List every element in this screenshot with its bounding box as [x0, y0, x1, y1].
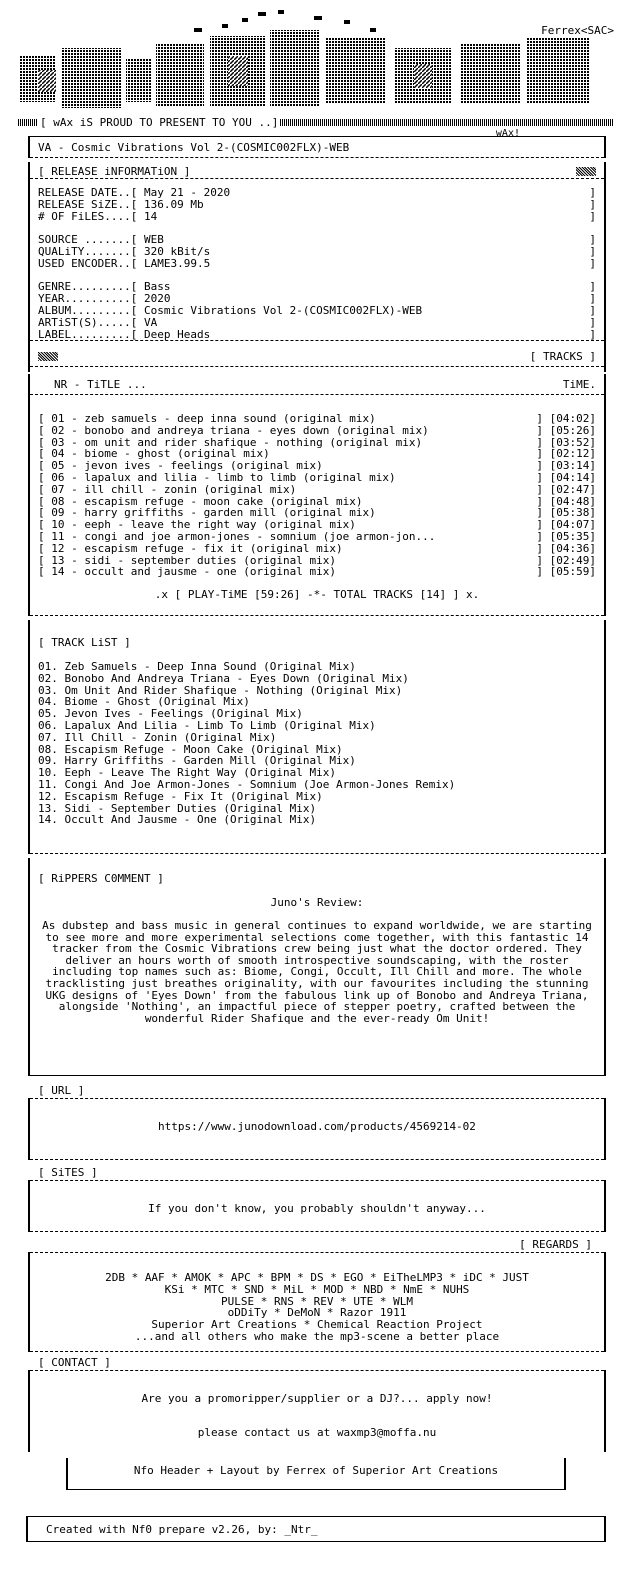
bracket-close: ] — [589, 303, 596, 317]
track-title: [ 14 - occult and jausme - one (original mix) — [38, 565, 337, 579]
release-info-value: LAME3.99.5 — [143, 256, 211, 270]
release-info-row — [38, 257, 596, 269]
release-info-text — [38, 316, 157, 328]
tracks-heading: [ TRACKS ] — [529, 350, 596, 363]
bracket-close: ] — [589, 209, 596, 223]
tracks-total: .x [ PLAY-TiME [59:26] -*- TOTAL TRACKS [14] ] x. — [154, 588, 480, 601]
bracket-close: ] — [589, 327, 596, 341]
header-credit: Ferrex<SAC> — [541, 24, 614, 37]
release-info-label: SOURCE .......[ — [38, 233, 144, 247]
track-list-item: 01. Zeb Samuels - Deep Inna Sound (Original Mix) — [38, 660, 356, 673]
regards-line: KSi * MTC * SND * MiL * MOD * NBD * NmE * NUHS — [164, 1282, 470, 1296]
release-info-text — [38, 198, 204, 210]
track-row — [38, 554, 596, 566]
track-title: [ 09 - harry griffiths - garden mill (original mix) — [38, 506, 376, 520]
track-list-box — [28, 620, 606, 854]
bracket-close: ] — [589, 256, 596, 270]
track-time: ] [03:14] — [536, 459, 596, 473]
release-info-box — [28, 162, 606, 372]
track-list-item: 13. Sidi - September Duties (Original Mix) — [38, 801, 317, 815]
track-time: ] [05:38] — [536, 506, 596, 520]
track-row — [38, 436, 596, 448]
track-title: [ 11 - congi and joe armon-jones - somnium (joe armon-jon... — [38, 529, 436, 543]
track-list-heading: [ TRACK LiST ] — [38, 636, 131, 649]
release-info-text — [38, 210, 157, 222]
bracket-close: ] — [589, 197, 596, 211]
release-info-label: GENRE.........[ — [38, 280, 144, 294]
track-row — [38, 447, 596, 459]
release-info-value: 2020 — [143, 292, 171, 306]
bracket-close: ] — [589, 244, 596, 258]
release-info-label: RELEASE SiZE..[ — [38, 197, 144, 211]
regards-heading: [ REGARDS ] — [519, 1238, 592, 1251]
track-row — [38, 459, 596, 471]
release-info-row — [38, 304, 596, 316]
release-info-text — [38, 233, 164, 245]
tracks-box — [28, 374, 606, 616]
contact-email[interactable]: please contact us at waxmp3@moffa.nu — [197, 1426, 437, 1439]
release-info-value: Deep Heads — [143, 327, 211, 341]
release-info-label: QUALiTY.......[ — [38, 244, 144, 258]
track-title: [ 06 - lapalux and lilia - limb to limb (original mix) — [38, 470, 396, 484]
release-info-row — [38, 210, 596, 222]
release-title: VA - Cosmic Vibrations Vol 2-(COSMIC002FLX)-WEB — [38, 141, 350, 154]
hatch-decoration — [38, 352, 58, 361]
track-time: ] [05:35] — [536, 529, 596, 543]
release-info-text — [38, 186, 230, 198]
bracket-close: ] — [589, 233, 596, 247]
track-title: [ 08 - escapism refuge - moon cake (original mix) — [38, 494, 363, 508]
track-title: [ 10 - eeph - leave the right way (original mix) — [38, 518, 356, 532]
track-time: ] [04:36] — [536, 541, 596, 555]
release-info-label: USED ENCODER..[ — [38, 256, 144, 270]
track-row — [38, 424, 596, 436]
release-info-text — [38, 304, 422, 316]
url-heading: [ URL ] — [38, 1084, 85, 1097]
track-time: ] [04:14] — [536, 470, 596, 484]
release-info-label: ARTiST(S).....[ — [38, 315, 144, 329]
track-time: ] [04:48] — [536, 494, 596, 508]
track-title: [ 07 - ill chill - zonin (original mix) — [38, 482, 297, 496]
release-info-value: 320 kBit/s — [143, 244, 211, 258]
release-info-row — [38, 328, 596, 340]
release-info-label: LABEL.........[ — [38, 327, 144, 341]
track-title: [ 03 - om unit and rider shafique - nothing (original mix) — [38, 435, 423, 449]
track-row — [38, 483, 596, 495]
bracket-close: ] — [589, 186, 596, 199]
bracket-close: ] — [589, 292, 596, 306]
track-list-item: 11. Congi And Joe Armon-Jones - Somnium (Joe Armon-Jones Remix) — [38, 777, 456, 791]
comment-title: Juno's Review: — [270, 896, 364, 909]
track-row — [38, 530, 596, 542]
release-info-label: # OF FiLES....[ — [38, 209, 144, 223]
comment-heading: [ RiPPERS C0MMENT ] — [38, 872, 164, 885]
track-title: [ 12 - escapism refuge - fix it (original mix) — [38, 541, 343, 555]
contact-line-1: Are you a promoripper/supplier or a DJ?... apply now! — [141, 1392, 493, 1405]
contact-box — [28, 1370, 606, 1452]
release-info-heading: [ RELEASE iNFORMATiON ] — [38, 165, 191, 178]
track-title: [ 02 - bonobo and andreya triana - eyes down (original mix) — [38, 423, 429, 437]
release-info-text — [38, 245, 210, 257]
track-row — [38, 471, 596, 483]
track-title: [ 05 - jevon ives - feelings (original mix) — [38, 459, 323, 473]
track-list-item: 05. Jevon Ives - Feelings (Original Mix) — [38, 707, 303, 721]
release-info-row — [38, 186, 596, 198]
release-info-rows — [38, 186, 596, 339]
regards-line: ...and all others who make the mp3-scene a better place — [134, 1329, 500, 1343]
release-info-text — [38, 292, 170, 304]
track-time: ] [05:59] — [536, 565, 596, 579]
bracket-close: ] — [589, 315, 596, 329]
url-box — [28, 1098, 606, 1160]
url-link[interactable]: https://www.junodownload.com/products/4569214-02 — [158, 1120, 476, 1133]
release-info-label: ALBUM.........[ — [38, 303, 144, 317]
track-time: ] [05:26] — [536, 423, 596, 437]
release-info-label: YEAR..........[ — [38, 292, 144, 306]
track-row — [38, 495, 596, 507]
contact-heading: [ CONTACT ] — [38, 1356, 111, 1369]
proud-banner — [18, 116, 614, 139]
track-row — [38, 506, 596, 518]
release-info-value: 136.09 Mb — [143, 197, 204, 211]
release-info-value: Cosmic Vibrations Vol 2-(COSMIC002FLX)-WEB — [143, 303, 423, 317]
layout-credit: Nfo Header + Layout by Ferrex of Superior Art Creations — [133, 1464, 499, 1477]
regards-line: oDDiTy * DeMoN * Razor 1911 — [227, 1306, 407, 1320]
release-info-label: RELEASE DATE..[ — [38, 186, 144, 199]
proud-text: [ wAx iS PROUD TO PRESENT TO YOU ..] — [40, 116, 279, 129]
track-list-item: 14. Occult And Jausme - One (Original Mix) — [38, 813, 317, 827]
track-list-item: 10. Eeph - Leave The Right Way (Original Mix) — [38, 766, 337, 780]
wax-tag: wAx! — [495, 128, 520, 139]
tracks-col-nr: NR - TiTLE ... — [54, 378, 147, 391]
track-list-item: 07. Ill Chill - Zonin (Original Mix) — [38, 730, 277, 744]
regards-line: PULSE * RNS * REV * UTE * WLM — [220, 1294, 414, 1308]
release-info-value: 14 — [143, 209, 158, 223]
release-info-row — [38, 280, 596, 292]
release-info-value: VA — [143, 315, 158, 329]
track-row — [38, 518, 596, 530]
release-title-box — [28, 136, 606, 158]
track-list-item: 12. Escapism Refuge - Fix It (Original Mix) — [38, 789, 323, 803]
regards-line: Superior Art Creations * Chemical Reaction Project — [151, 1318, 483, 1332]
tracks-col-time: TiME. — [562, 378, 596, 391]
track-title: [ 01 - zeb samuels - deep inna sound (original mix) — [38, 412, 376, 425]
release-info-row — [38, 245, 596, 257]
release-info-row — [38, 233, 596, 245]
track-title: [ 13 - sidi - september duties (original mix) — [38, 553, 337, 567]
comment-box — [28, 858, 606, 1076]
release-info-row — [38, 269, 596, 281]
track-list-item: 09. Harry Griffiths - Garden Mill (Original Mix) — [38, 754, 356, 768]
release-info-text — [38, 280, 170, 292]
release-info-value: May 21 - 2020 — [143, 186, 231, 199]
track-row — [38, 412, 596, 424]
hatch-decoration — [576, 167, 596, 176]
sites-heading: [ SiTES ] — [38, 1166, 98, 1179]
track-row — [38, 565, 596, 577]
sites-text: If you don't know, you probably shouldn't anyway... — [148, 1202, 486, 1215]
release-info-row — [38, 198, 596, 210]
track-list-item: 08. Escapism Refuge - Moon Cake (Original Mix) — [38, 742, 343, 756]
created-box — [26, 1516, 606, 1542]
created-credit: Created with Nf0 prepare v2.26, by: _Ntr_ — [46, 1523, 318, 1536]
regards-line: 2DB * AAF * AMOK * APC * BPM * DS * EGO * EiTheLMP3 * iDC * JUST — [105, 1271, 529, 1284]
track-list-item: 03. Om Unit And Rider Shafique - Nothing (Original Mix) — [38, 683, 403, 697]
tracks-rows — [38, 412, 596, 577]
track-time: ] [04:02] — [536, 412, 596, 425]
regards-box — [28, 1252, 606, 1352]
track-time: ] [04:07] — [536, 518, 596, 532]
layout-credit-box — [66, 1458, 566, 1490]
regards-lines — [30, 1272, 604, 1343]
release-info-value: Bass — [143, 280, 171, 294]
track-list-item: 02. Bonobo And Andreya Triana - Eyes Down (Original Mix) — [38, 671, 409, 685]
track-title: [ 04 - biome - ghost (original mix) — [38, 447, 270, 461]
release-info-row — [38, 316, 596, 328]
track-time: ] [03:52] — [536, 435, 596, 449]
track-list-rows — [38, 660, 596, 825]
track-row — [38, 542, 596, 554]
bracket-close: ] — [589, 280, 596, 294]
track-list-item: 06. Lapalux And Lilia - Limb To Limb (Original Mix) — [38, 718, 376, 732]
release-info-text — [38, 328, 210, 340]
release-info-value: WEB — [143, 233, 164, 247]
wax-logo-art — [14, 8, 614, 120]
release-info-row — [38, 221, 596, 233]
track-time: ] [02:47] — [536, 482, 596, 496]
track-list-item: 04. Biome - Ghost (Original Mix) — [38, 695, 250, 709]
release-info-row — [38, 292, 596, 304]
sites-box — [28, 1180, 606, 1232]
comment-body: As dubstep and bass music in general continues to expand worldwide, we are starting to see more and more experimental selections come together, with this fantastic 14 tracker from the Cosmic Vibrations crew being just what the doctor ordered. They deliver an hours worth of smooth introspective soundscaping, with the roster including top names such as: Biome, Congi, Occult, Ill Chill and more. The whole tracklisting just breathes originality, with our favourites including the stunning UKG designs of 'Eyes Down' from the fabulous link up of Bonobo and Andreya Triana, alongside 'Nothing', an impactful piece of stepper poetry, crafted between the wonderful Rider Shafique and the ever-ready Om Unit! — [42, 919, 592, 1025]
release-info-text — [38, 257, 210, 269]
track-time: ] [02:49] — [536, 553, 596, 567]
track-time: ] [02:12] — [536, 447, 596, 461]
